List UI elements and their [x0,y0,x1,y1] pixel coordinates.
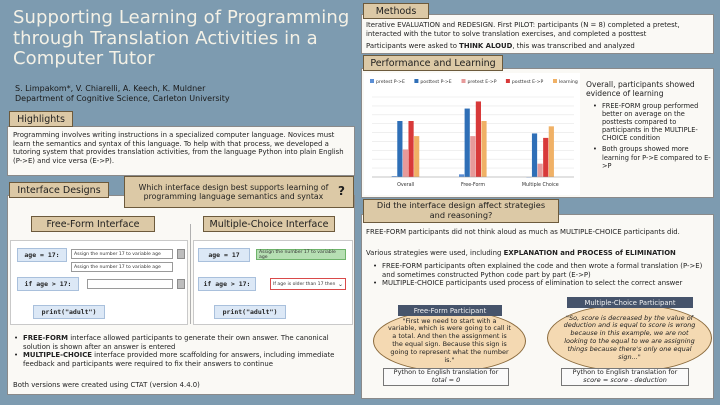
solution-field-1: Assign the number 17 to variable age [71,262,173,272]
bar [459,174,464,177]
category-label: Multiple Choice [521,183,559,188]
mc-choice-2-text: If age is older than 17 then [273,281,336,287]
legend-swatch [414,79,418,83]
legend-swatch [553,79,557,83]
chevron-down-icon: ⌄ [337,280,343,288]
multiple-choice-label: Multiple-Choice Interface [203,216,335,232]
interface-bullet: • MULTIPLE-CHOICE interface provided more scaffolding for answers, including immediate feedback and participants were required to fix their answers to continue [13,351,353,368]
code-line-1: age = 17: [17,248,67,262]
bar [532,133,537,177]
free-form-label: Free-Form Interface [31,216,155,232]
strategies-bullet: • FREE-FORM participants often explained the code and then wrote a formal translation (P->E) and sometimes constructed Python code part by part (E->P) [372,262,709,279]
multiple-choice-screenshot [193,240,353,325]
highlights-text: Programming involves writing instructions in a specialized computer language. Novices must learn the semantics and syntax of this language. To help with that process, we developed a tutoring system that provides translation activities, from the language Python into plain English (P->E) and vice versa (E->P). [13,131,344,165]
ctat-note: Both versions were created using CTAT (version 4.4.0) [13,381,200,389]
mc-code-line-3: print("adult") [214,305,286,319]
bar [403,149,408,177]
strategies-bullet: • MULTIPLE-CHOICE participants used process of elimination to select the correct answer [372,279,709,288]
mc-choice-2[interactable] [270,278,346,290]
legend-swatch [506,79,510,83]
mc-code-line-2: if age > 17: [198,277,256,291]
interface-divider [190,224,191,324]
strategies-intro: FREE-FORM participants did not think aloud as much as MULTIPLE-CHOICE participants did. [366,228,680,236]
code-line-2: if age > 17: [17,277,79,291]
translation-field-2[interactable] [87,279,173,289]
performance-bullet: • FREE-FORM group performed better on average on the posttests compared to participants in the MULTIPLE-CHOICE condition [592,102,712,142]
bar [408,121,413,177]
performance-chart [364,73,580,195]
research-question [124,176,354,208]
research-question-text: Which interface design best supports learning of programming language semantics and syntax [138,182,329,201]
bar [549,126,554,177]
free-form-screenshot [10,240,188,325]
mc-code-line-1: age = 17 [198,248,250,262]
performance-label: Performance and Learning [363,55,503,71]
translation-field-1[interactable]: Assign the number 17 to variable age [71,249,173,259]
legend-label: posttest E->P [511,80,544,85]
legend-swatch [370,79,374,83]
bar [397,121,402,177]
mc-choice-1[interactable]: Assign the number 17 to variable age [256,249,346,260]
legend-label: learning [559,80,578,85]
poster-title: Supporting Learning of Programming through Translation Activities in a Computer Tutor [13,7,350,69]
methods-label: Methods [363,3,429,19]
chart-container [364,73,580,195]
free-form-quote: "First we need to start with a variable, which is were going to call it a total. And then the assignment is the equal sign. Because this sign is going to represent what the number is." [388,316,511,364]
question-mark: ? [338,184,345,199]
authors: S. Limpakom*, V. Chiarelli, A. Keech, K. Muldner [15,84,206,93]
author-block [15,84,230,104]
multiple-choice-caption: Python to English translation for score = score - deduction [561,368,689,386]
legend-swatch [462,79,466,83]
multiple-choice-quote: "So, score is decreased by the value of deduction and is equal to score is wrong because in this example, we are not looking to the equal to we are assigning things because there's only one equal sign..." [563,313,696,361]
multiple-choice-participant-label: Multiple-Choice Participant [567,297,693,308]
free-form-quote-bubble [373,310,526,372]
performance-bullet: • Both groups showed more learning for P->E compared to E->P [592,145,712,169]
performance-bullets [592,102,712,170]
department: Department of Cognitive Science, Carleton University [15,94,230,103]
hint-button-2[interactable] [177,279,185,289]
legend-label: pretest P->E [376,80,405,85]
hint-button-1[interactable] [177,249,185,259]
interface-bullet: • FREE-FORM interface allowed participants to generate their own answer. The canonical solution is shown after an answer is entered [13,334,353,351]
bar [414,136,419,177]
category-label: Overall [397,183,415,188]
interface-bullets [13,334,353,368]
bar [543,138,548,177]
highlights-label: Highlights [9,111,73,127]
bar [481,121,486,177]
bar [465,109,470,177]
methods-text: Iterative EVALUATION and REDESIGN. First PILOT: participants (N = 8) completed a pretest, interacted with the tutor to solve translation exercises, and completed a posttest [366,21,680,38]
bar [470,136,475,177]
strategies-label: Did the interface design affect strategies and reasoning? [363,199,559,223]
interface-designs-label: Interface Designs [9,182,109,198]
multiple-choice-quote-bubble [547,304,712,372]
performance-summary: Overall, participants showed evidence of learning [586,80,695,99]
free-form-caption: Python to English translation for total = 0 [383,368,509,386]
strategies-bullets [372,262,709,288]
legend-label: pretest E->P [467,80,497,85]
free-form-participant-label: Free-Form Participant [398,305,502,316]
methods-think-aloud: Participants were asked to THINK ALOUD, this was transcribed and analyzed [366,42,635,50]
strategies-various: Various strategies were used, including EXPLANATION and PROCESS of ELIMINATION [366,249,676,257]
category-label: Free-Form [461,183,485,188]
legend-label: posttest P->E [420,80,452,85]
bar [538,164,543,177]
code-line-3: print("adult") [33,305,105,319]
bar [476,101,481,177]
